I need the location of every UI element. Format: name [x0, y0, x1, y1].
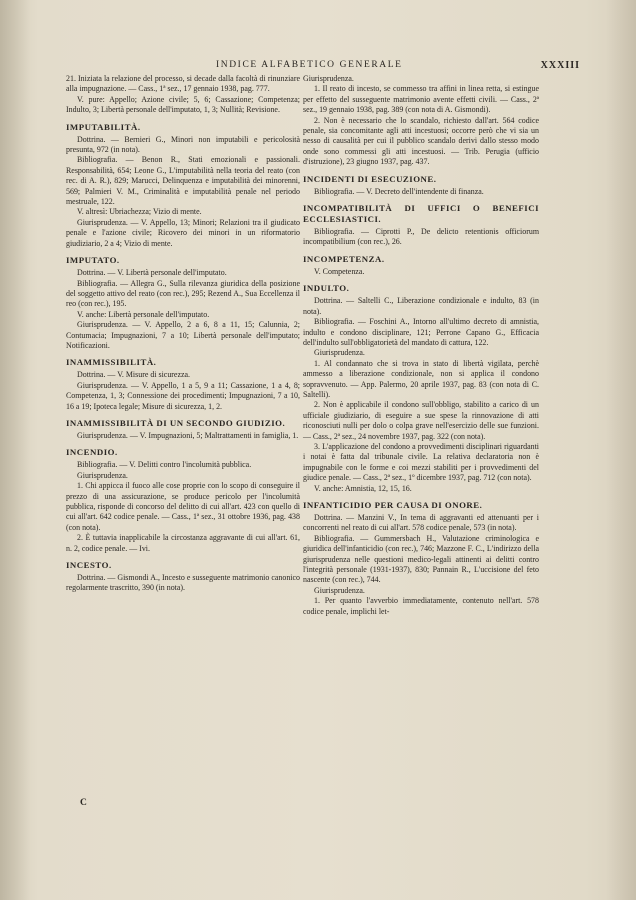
entry-paragraph: Dottrina. — Bernieri G., Minori non imputabili e pericolosità presunta, 972 (in nota). [66, 134, 300, 155]
entry-paragraph: V. anche: Amnistia, 12, 15, 16. [314, 483, 412, 493]
entry-paragraph: 1. Il reato di incesto, se commesso tra affini in linea retta, si estingue per effetto del susseguente matrimonio avente effetti civili. — Cass., 2ª sez., 19 gennaio 1938, pag. 389 (con nota di A. Gismondi). [303, 84, 539, 115]
entry-paragraph: Dottrina. — Saltelli C., Liberazione condizionale e indulto, 83 (in nota). [303, 296, 539, 316]
right-column [303, 74, 539, 617]
entry-paragraph: 1. Chi appicca il fuoco alle cose proprie con lo scopo di conseguire il prezzo di una assicurazione, se produce pericolo per l'incolumità pubblica, risponde di concorso del delitto di cui all'art. 423 con quello di cui all'art. 642 codice penale. — Cass., 1ª sez., 31 ottobre 1936, pag. 438 (con nota). [66, 481, 300, 532]
entry-heading: INAMMISSIBILITÀ DI UN SECONDO GIUDIZIO. [66, 417, 286, 428]
entry-paragraph: Bibliografia. — Ciprotti P., De delicto retentionis officiorum incompatibilium (con rec.), 26. [303, 227, 539, 247]
left-column [66, 74, 300, 594]
entry-heading: INDULTO. [303, 283, 350, 294]
entry-paragraph: 2. Non è applicabile il condono sull'obbligo, stabilito a carico di un ufficiale giudiziario, di eseguire a sue spese la rinnovazione di atti riconosciuti nulli per dolo o colpa grave nell'esercizio delle sue funzioni. — Cass., 2ª sez., 24 novembre 1937, pag. 322 (con nota). [303, 400, 539, 441]
entry-paragraph: Giurisprudenza. — V. Appello, 1 a 5, 9 a 11; Cassazione, 1 a 4, 8; Competenza, 1, 3; Connessione dei procedimenti; Impugnazioni, 7 a 10, 16 a 19; Ipoteca legale; Misure di sicurezza, 1, 2. [66, 380, 300, 411]
entry-paragraph: Bibliografia. — V. Decreto dell'intendente di finanza. [314, 186, 484, 196]
binding-shadow [0, 0, 30, 900]
entry-paragraph: Bibliografia. — V. Delitti contro l'incolumità pubblica. [77, 460, 252, 470]
entry-paragraph: Giurisprudenza. [314, 348, 365, 358]
entry-paragraph: Bibliografia. — Gummersbach H., Valutazione criminologica e giuridica dell'infanticidio (con rec.), 746; Mazzone F. C., L'indirizzo della giurisprudenza nelle questioni medico-legali attinenti ai delitti contro l'integrità personale (1931-1937), 830; Pannain R., L'uccisione del feto nascente (con rec.), 744. [303, 533, 539, 585]
page-header [66, 60, 596, 74]
entry-paragraph: Bibliografia. — Allegra G., Sulla rilevanza giuridica della posizione del soggetto attivo del reato (con rec.), 295; Rezend A., Sua Eccellenza il reo (con rec.), 195. [66, 278, 300, 309]
entry-paragraph: Bibliografia. — Foschini A., Intorno all'ultimo decreto di amnistia, indulto e condono disciplinare, 121; Perrone Capano G., Efficacia dell'indulto sull'obbligatorietà del mandato di cattura, 122. [303, 317, 539, 347]
entry-paragraph: 1. Per quanto l'avverbio immediatamente, contenuto nell'art. 578 codice penale, implichi let- [303, 596, 539, 616]
entry-heading: INCOMPATIBILITÀ DI UFFICI O BENEFICI ECCLESIASTICI. [303, 203, 539, 225]
entry-paragraph: Dottrina. — Manzini V., In tema di aggravanti ed attenuanti per i concorrenti nel reato di cui all'art. 578 codice penale, 573 (in nota). [303, 513, 539, 533]
entry-heading: INFANTICIDIO PER CAUSA DI ONORE. [303, 500, 483, 510]
entry-heading: IMPUTATO. [66, 255, 120, 266]
entry-paragraph: V. altresì: Ubriachezza; Vizio di mente. [77, 207, 202, 217]
entry-heading: IMPUTABILITÀ. [66, 121, 141, 132]
entry-paragraph: Giurisprudenza. [303, 74, 354, 83]
entry-paragraph: Bibliografia. — Benon R., Stati emozionali e passionali. Responsabilità, 654; Leone G., L'imputabilità nella teoria del reato (con rec. di A. R.), 829; Marucci, Delinquenza e imputabilità dei minorenni, 569; Palmieri V. M., Criminalità e imputabilità penale nel periodo mestruale, 122. [66, 155, 300, 207]
entry-heading: INCENDIO. [66, 447, 118, 458]
entry-paragraph: 2. È tuttavia inapplicabile la circostanza aggravante di cui all'art. 61, n. 2, codice penale. — Ivi. [66, 533, 300, 553]
entry-paragraph: V. anche: Libertà personale dell'imputato. [77, 309, 210, 319]
entry-paragraph: Giurisprudenza. — V. Appello, 2 a 6, 8 a 11, 15; Calunnia, 2; Contumacia; Impugnazioni, 7 a 10; Libertà personale dell'imputato; Notificazioni. [66, 320, 300, 350]
page-number: XXXIII [540, 60, 580, 71]
entry-paragraph: Giurisprudenza. [77, 470, 128, 480]
edge-shadow [606, 0, 636, 900]
entry-paragraph: 21. Iniziata la relazione del processo, si decade dalla facoltà di rinunziare alla impugnazione. — Cass., 1ª sez., 17 gennaio 1938, pag. 777. [66, 74, 300, 94]
entry-paragraph: Giurisprudenza. [314, 585, 365, 595]
entry-heading: INCIDENTI DI ESECUZIONE. [303, 173, 437, 184]
entry-heading: INAMMISSIBILITÀ. [66, 357, 157, 368]
entry-paragraph: 2. Non è necessario che lo scandalo, richiesto dall'art. 564 codice penale, sia concomitante agli atti incestuosi; occorre però che vi sia un nesso di causalità per cui il pubblico scandalo derivi dallo stesso modo onde sono commessi gli atti incestuosi. — Trib. Perugia (ufficio d'istruzione), 23 giugno 1937, pag. 437. [303, 115, 539, 167]
entry-paragraph: Giurisprudenza. — V. Impugnazioni, 5; Maltrattamenti in famiglia, 1. [77, 430, 299, 440]
entry-paragraph: V. Competenza. [314, 266, 365, 276]
entry-paragraph: V. pure: Appello; Azione civile; 5, 6; Cassazione; Competenza; Indulto, 3; Libertà personale dell'imputato, 1, 3; Nullità; Revisione. [66, 94, 300, 115]
entry-heading: INCOMPETENZA. [303, 253, 385, 264]
printer-signature: C [80, 798, 87, 808]
entry-paragraph: Dottrina. — Gismondi A., Incesto e susseguente matrimonio canonico regolarmente trascritto, 390 (in nota). [66, 573, 300, 593]
entry-heading: INCESTO. [66, 560, 112, 571]
entry-paragraph: 3. L'applicazione del condono a provvedimenti disciplinari riguardanti i notai è fatta dal tribunale civile. La relativa declaratoria non è impugnabile con le forme e coi mezzi stabiliti per i provvedimenti del giudice penale. — Cass., 2ª sez., 1º dicembre 1937, pag. 712 (con nota). [303, 441, 539, 483]
entry-paragraph: Dottrina. — V. Misure di sicurezza. [77, 370, 191, 380]
entry-paragraph: Dottrina. — V. Libertà personale dell'imputato. [77, 268, 227, 278]
running-title: INDICE ALFABETICO GENERALE [216, 60, 403, 70]
entry-paragraph: Giurisprudenza. — V. Appello, 13; Minori; Relazioni tra il giudicato penale e l'azione civile; Ricovero dei minori in un riformatorio giudiziario, 2 a 4; Vizio di mente. [66, 217, 300, 248]
entry-paragraph: 1. Al condannato che si trova in stato di libertà vigilata, perchè ammesso a liberazione condizionale, non si applica il condono sopravvenuto. — App. Palermo, 20 aprile 1937, pag. 83 (con nota di C. Saltelli). [303, 358, 539, 399]
